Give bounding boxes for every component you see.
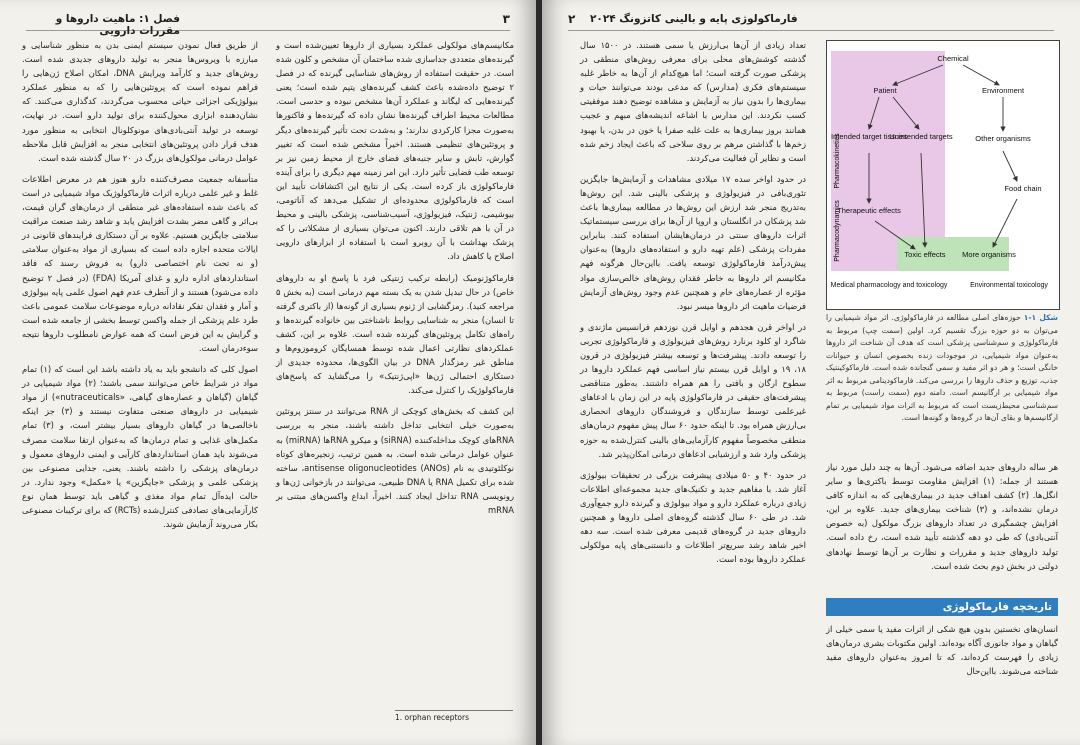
node-unintended: Unintended targets bbox=[889, 132, 953, 141]
text-column-left bbox=[22, 38, 258, 538]
paragraph: متأسفانه جمعیت مصرف‌کننده دارو هنوز هم در معرض اطلاعات غلط و غیر علمی درباره اثرات فارماکولوژیک مواد شیمیایی در است که باعث شده استفاده‌های غیر منطقی از درمان‌های گران قیمت، بی‌اثر و گاهی مضر بشدت افزایش یابد و شاهد رشد صنعت مراقبت سلامتی جایگزین هستیم. علاوه بر آن دستکاری فرایندهای قانونی در ایالات متحده اجازه داده است که بسیاری از مواد به‌عنوان سلامتی (و نه تحت نام اختصاصی دارو) به فروش رسند که فاقد استانداردهای اداره دارو و غذای آمریکا (FDA) (در فصل ۲ توضیح داده می‌شود) هستند و از آنطرف عدم فهم اصول علمی پایه بیولوژی و آمار و فقدان تفکر نقادانه درباره موضوعات سلامت عمومی باعث طرد علم پزشکی از جمله واکسن توسط بخشی از جامعه شده است و گرایش به این فرض است که همه عوارض نامطلوب داروها نتیجه سوء‌درمان است. bbox=[22, 173, 258, 353]
paragraph: تعداد زیادی از آن‌ها بی‌ارزش یا سمی هستند. در ۱۵۰۰ سال گذشته کوشش‌های محلی برای معرفی روش‌های منطقی در پزشکی صورت گرفته است؛ اما هیچ‌کدام از آن‌ها به خاطر غلبه سیستم‌های فکری (مدارس) که مدعی بودند می‌توانند حیات و بیماری‌ها را بدون نیاز به آزمایش و مشاهده توضیح دهند موفقیتی کسب نکردند. این مدارس با اشاعه اندیشه‌های مبهم و عجیب همانند بروز بیماری‌ها به علت غلبه صفرا یا خون در بدن، یا بهبود زخم‌ها با گذاشتن مرهم بر روی سلاحی که باعث ایجاد زخم شده است و نظایر آن فعالیت می‌کردند. bbox=[580, 40, 806, 163]
node-chemical: Chemical bbox=[937, 54, 969, 63]
node-environment: Environment bbox=[981, 86, 1025, 95]
pharmacology-diagram bbox=[827, 41, 1059, 309]
node-intended: Intended target tissues bbox=[831, 132, 907, 141]
node-therapeutic: Therapeutic effects bbox=[837, 206, 901, 215]
text-column-main bbox=[580, 38, 806, 573]
page-number: ۲ bbox=[568, 12, 576, 26]
node-toxic: Toxic effects bbox=[904, 250, 946, 259]
paragraph: در حدود ۴۰ و ۵۰ میلادی پیشرفت بزرگی در تحقیقات بیولوژی آغاز شد. با مفاهیم جدید و تکنیک‌های جدید مجموعه‌ای اطلاعات زیادی درباره عملکرد دارو و مواد بیولوژی و گیرنده دارو جمع‌آوری شد. در طی ۶۰ سال گذشته گروه‌های اصلی داروها و همچنین داروهای جدید در گروه‌های قدیمی معرفی شده است. سه دهه اخیر شاهد رشد سریع‌تر اطلاعات و دانستنی‌های پایه مولکولی عملکرد داروها بوده است. bbox=[580, 469, 807, 565]
section-heading: تاریخچه فارماکولوژی bbox=[826, 598, 1058, 616]
figure-caption-text: حوزه‌های اصلی مطالعه در فارماکولوژی. اثر مواد شیمیایی را می‌توان به دو حوزه بزرگ تقسیم کرد. اولین (سمت چپ) مربوط به فارماکولوژی و سم‌شناسی پزشکی است که هدف آن شناخت اثر داروها به‌عنوان مواد شیمیایی، در موجودات زنده بخصوص انسان و حیوانات خانگی است؛ و هر دو اثر مفید و سمی گنجانده شده است. فارماکوکینتیک جذب، توزیع و حذف داروها را بررسی می‌کند. فارماکودینامی مربوط به اثر مواد شیمیایی بر ارگانیسم است. دامنه دوم (سمت راست) مربوط به سم‌شناسی محیط‌زیست است که مربوط به اثرات مواد شیمیایی بر تمام ارگانیسم‌ها و بقای آن‌ها در گروه‌ها و گونه‌ها است. bbox=[826, 313, 1058, 422]
running-header bbox=[568, 10, 1054, 31]
left-page bbox=[0, 0, 536, 745]
pharmacokinetics-label: Pharmacokinetics bbox=[834, 133, 841, 189]
paragraph: فارماکوژنومیک (رابطه ترکیب ژنتیکی فرد با پاسخ او به داروهای خاص) در حال تبدیل شدن به یک بسته مهم درمانی است (به بخش ۵ مراجعه کنید). رمزگشایی از ژنوم بسیاری از گونه‌ها (از باکتری گرفته تا انسان) منجر به شناسایی روابط ناشناختی بین خانواده گیرنده‌ها و راه‌های تکامل پروتئین‌های گیرنده شده است. علاوه بر این، کشف عملکردهای نظارتی اعمال شده توسط همسایگان کروموزوم‌ها و مناطق غیر رمزگذار DNA در بیان الگوی‌ها، محدوده جدیدی از دستکاری احتمالی ژن‌ها «اپی‌ژنتیک» را می‌گشاید که پاسخ‌های فارماکولوژیک را کنترل می‌کند. bbox=[276, 272, 514, 396]
paragraph: مکانیسم‌های مولکولی عملکرد بسیاری از داروها تعیین‌شده است و گیرنده‌های متعددی جداسازی شده ساختمان آن مشخص و کلون شده است. در حقیقت استفاده از روش‌های شناسایی گیرنده که در فصل ۲ توضیح داده‌شده باعث کشف گیرنده‌های یتیم شده است؛ یعنی گیرنده‌هایی که لیگاند و عملکرد آن‌ها مشخص نبوده و حدسی است. مطالعات محیط اطراف گیرنده‌ها نشان داده که گیرنده‌ها و فاکتورها به‌صورت مجزا کارکردی ندارند؛ و به‌شدت تحت تأثیر گیرنده‌های دیگر و پروتئین‌های تنظیمی هستند. اخیراً مشخص شده است که تغییر گوارش، تابش و سایر جنبه‌های فضای خارج از محیط زمین نیز بر توسعه طب فضایی تأثیر دارد. این امر زمینه مهم دیگری را برای آینده فارماکولوژی باز کرده است. یکی از نتایج این اکتشافات تأیید این است که فارماکولوژی محدوده‌ای از تشکیل می‌دهد که آناتومی، بیوشیمی، ژنتیک، فیزیولوژی، آسیب‌شناسی، پزشکی بالینی و محیط در آن با هم تلاقی دارند. اکنون می‌توان بسیاری از مشکلاتی را که پزشک بهداشت با آن روبرو است با استفاده از ابزارهای دارویی اصلاح یا کاهش داد. bbox=[276, 40, 514, 262]
paragraph: هر ساله داروهای جدید اضافه می‌شود. آن‌ها به چند دلیل مورد نیاز هستند از جمله: (۱) افزایش مقاومت توسط باکتری‌ها و سایر انگل‌ها. (۲) کشف اهداف جدید در بیماری‌هایی که به اندازه کافی درمان نشده‌اند، و (۳) شناخت بیماری‌های جدید. علاوه بر این، افزایش چشمگیری در تعداد داروهای بزرگ مولکول (به خصوص آنتی‌بادی) که طی دو دهه گذشته تأیید شده است، رخ داده است. تولید داروهای جدید و مقررات و نظارت بر آن‌ها توسط نهادهای دولتی در بخش دوم بحث شده است. bbox=[826, 462, 1059, 571]
paragraph: اصول کلی که دانشجو باید به یاد داشته باشد این است که (۱) تمام مواد در شرایط خاص می‌توانند سمی باشند؛ (۲) مواد شیمیایی در گیاهان (گیاهان و عصاره‌های گیاهی، «nutraceuticals») از مواد شیمیایی در داروهای صنعتی متفاوت نیستند و (۳) جز اینکه ناخالصی‌ها در گیاهان داروهای بسیار بیشتر است، و (۳) تمام مکمل‌های غذایی و تمام درمان‌ها که به‌عنوان ارتقا سلامت مصرف می‌شوند باید همان استانداردهای کارآیی و ایمنی داروهای معمول و درمان‌های پزشکی را داشته باشند. یعنی، جدایی مصنوعی بین پزشکی علمی و پزشکی «جایگزین» یا «مکمل» وجود ندارد. در حالت ایده‌آل تمام مواد مغذی و گیاهی باید توسط همان نوع کارآزمایی‌های تصادفی کنترل‌شده (RCTs) که برای ترکیبات مصنوعی بکار می‌روند آزمایش شوند. bbox=[22, 364, 258, 530]
paragraph: در اواخر قرن هجدهم و اوایل قرن نوزدهم فرانسیس ماژندی و شاگرد او کلود برنارد روش‌های فیزیولوژی و فارماکولوژی تجربی را توسعه دادند. پیشرفت‌ها و توسعه بیشتر فیزیولوژی در قرون ۱۸، ۱۹ و اوایل قرن بیستم نیاز اساسی فهم عملکرد داروها در سطوح ارگان و بافتی را هم همراه داشتند. به‌طور متناقضی پیشرفت‌های حقیقی در فارماکولوژی پایه در این زمان با ادعاهای غیرعلمی توسط سازندگان و فروشندگان داروهای انحصاری بی‌ارزش همراه بود. تا اینکه حدود ۶۰ سال پیش مفهوم درمان‌های منطقی مخصوصاً مفهوم کارآزمایی‌های بالینی کنترل‌شده به حوزه پزشکی وارد شد و ارزشیابی ادعاهای درمانی امکان‌پذیر شد. bbox=[580, 321, 806, 459]
node-patient: Patient bbox=[873, 86, 897, 95]
node-other-organisms: Other organisms bbox=[975, 134, 1031, 143]
figure-1-1 bbox=[826, 40, 1060, 310]
node-more-organisms: More organisms bbox=[962, 250, 1016, 259]
node-medical-pharm: Medical pharmacology and toxicology bbox=[830, 282, 948, 289]
figure-caption bbox=[826, 312, 1058, 425]
node-food-chain: Food chain bbox=[1004, 184, 1042, 193]
figure-label: شکل ۱-۱ bbox=[1023, 313, 1058, 322]
running-header bbox=[26, 10, 510, 37]
text-column-right bbox=[276, 38, 514, 524]
text-column-side bbox=[826, 460, 1058, 580]
paragraph: انسان‌های نخستین بدون هیچ شکی از اثرات مفید یا سمی خیلی از گیاهان و مواد جانوری آگاه بوده‌اند. اولین مکتوبات بشری درمان‌های زیادی را فهرست کرده‌اند، که تا امروز به‌عنوان داروهای مفید شناخته می‌شوند. با‌این‌حال bbox=[826, 624, 1058, 677]
paragraph: این کشف که بخش‌های کوچکی از RNA می‌توانند در سنتز پروتئین به‌صورت خیلی انتخابی تداخل داشته باشند، منجر به بررسی RNAهای کوچک مداخله‌کننده (siRNA) و میکرو RNAها (miRNA) به عنوان عوامل درمانی شده است. به همین ترتیب، زنجیره‌های کوتاه نوکلئوتیدی به نام antisense oligonucleotides (ANOs)، ساخته شده برای تکمیل RNA یا DNA طبیعی، می‌توانند در بازخوانی ژن‌ها و رونویسی RNA تداخل ایجاد کنند. اخیراً، ابداع واکسن‌های مبتنی بر mRNA bbox=[276, 406, 514, 515]
page-number: ۳ bbox=[502, 12, 510, 26]
node-env-tox: Environmental toxicology bbox=[970, 282, 1048, 289]
paragraph: از طریق فعال نمودن سیستم ایمنی بدن به منظور شناسایی و مبارزه با ویروس‌ها منجر به تولید داروهای جدیدی شده است. روش‌های جدید و کارآمد ویرایش DNA، امکان اصلاح ژن‌هایی را فراهم نموده است که پروتئین‌هایی را که به منظور عملکرد بیولوژیکی اجزائی حیاتی محسوب می‌گردند، کدگذاری می‌کنند. که نشان‌دهنده ابزاری محول‌کننده برای تولید دارو است. در نهایت، توسعه در تولید آنتی‌بادی‌های مونوکلونال انتخابی به منظور مورد هدف قرار دادن پروتئین‌های انتخابی منجر به افزایش قابل ملاحظه عوامل درمانی مولکول‌های بزرگ در ۲۰ سال گذشته شده است. bbox=[22, 40, 258, 163]
chapter-title: فصل ۱: ماهیت داروها و مقررات دارویی bbox=[55, 13, 180, 37]
footnote: 1. orphan receptors bbox=[395, 710, 513, 722]
paragraph: در حدود اواخر سده ۱۷ میلادی مشاهدات و آزمایش‌ها جایگزین تئوری‌بافی در فیزیولوژی و پزشکی بالینی شد. این روش‌ها به‌تدریج منجر شد ارزش این روش‌ها در مطالعه بیماری‌ها باعث شد پزشکان در انگلستان و اروپا از آن‌ها برای بررسی سیستماتیک اثرات داروهای سنتی در درمان‌هایشان استفاده کنند. بنابراین مفردات پزشکی (علم تهیه دارو و استفاده‌های داروها) به‌عنوان پیش‌درآمد فارماکولوژی توسعه یافت. با‌این‌حال هرگونه فهم مکانیسم اثر داروها به خاطر فقدان روش‌های خالص‌سازی مواد مؤثره از عصاره‌های خام و همچنین عدم وجود روش‌های آزمایش فرضیات ماهیت اثر داروها میسر نبود. bbox=[580, 173, 806, 311]
section-body bbox=[826, 622, 1058, 685]
pharmacodynamics-label: Pharmacodynamics bbox=[834, 200, 841, 262]
book-title: فارماکولوژی پایه و بالینی کاتزونگ ۲۰۲۴ bbox=[590, 13, 798, 25]
